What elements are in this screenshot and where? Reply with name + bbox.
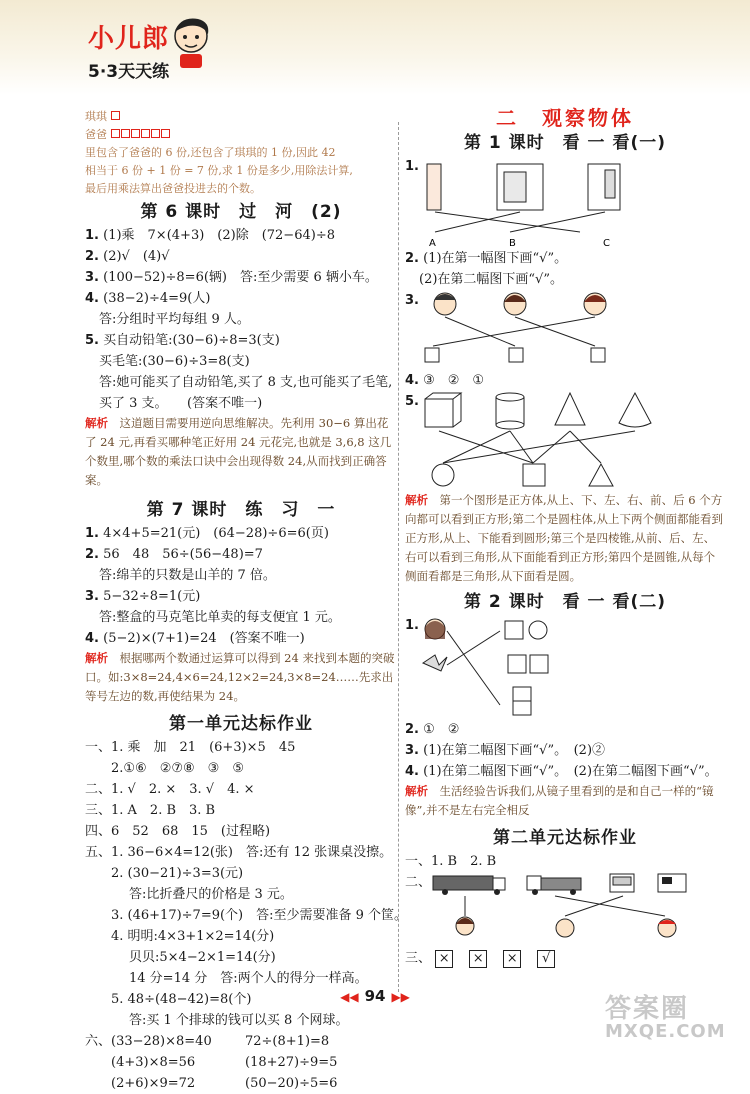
brand-logo <box>88 18 169 82</box>
answer-line: 2. (1)在第一幅图下画“√”。 <box>405 251 568 266</box>
answer-line: 4. ③ ② ① <box>405 373 485 388</box>
check-box: × <box>503 950 521 968</box>
check-box: × <box>435 950 453 968</box>
answer-line: (2+6)×9=72 (50−20)÷5=6 <box>111 1076 338 1091</box>
label-a: A <box>429 238 436 248</box>
figure-q1: 1. A B C <box>405 156 725 248</box>
answer-line: 六、(33−28)×8=40 72÷(8+1)=8 <box>85 1034 330 1049</box>
page-number: 94 <box>364 987 386 1005</box>
explanation: 解析 这道题目需要用逆向思维解决。先利用 30−6 算出花了 24 元,再看买哪种笔正好用 24 元花完,也就是 3,6,8 这几个数里,哪个数的乘法口诀中会出现得数 24,从而找到正确答案。 <box>85 416 392 487</box>
answer-line: 3. (100−52)÷8=6(辆) 答:至少需要 6 辆小车。 <box>85 270 378 285</box>
figure-q3: 3. <box>405 290 725 370</box>
answer-line: 答:分组时平均每组 9 人。 <box>99 312 250 327</box>
hint-row-1 <box>85 108 397 126</box>
check-box: √ <box>537 950 555 968</box>
prev-arrow-icon: ◀◀ <box>340 990 359 1004</box>
lesson-6-title: 第 6 课时 过 河 (2) <box>140 202 342 222</box>
lesson-2-title: 第 2 课时 看 一 看(二) <box>463 592 667 612</box>
answer-line: 四、6 52 68 15 (过程略) <box>85 824 271 839</box>
answer-line: 贝贝:5×4−2×1=14(分) <box>129 950 276 965</box>
faces-cups-diagram <box>405 290 725 370</box>
answer-line: 3. (1)在第二幅图下画“√”。 (2)② <box>405 743 606 758</box>
answer-line: 2. (2)√ (4)√ <box>85 249 170 264</box>
answer-line: 答:绵羊的只数是山羊的 7 倍。 <box>99 568 276 583</box>
unit-2-homework-title: 第二单元达标作业 <box>493 828 637 848</box>
lesson-1-title: 第 1 课时 看 一 看(一) <box>463 133 667 153</box>
answer-line: 答:她可能买了自动铅笔,买了 8 支,也可能买了毛笔, <box>99 375 393 390</box>
hint-row-2 <box>85 126 397 144</box>
label-b: B <box>509 238 516 248</box>
label-c: C <box>603 238 610 248</box>
hint-text-1: 里包含了爸爸的 6 份,还包含了琪琪的 1 份,因此 42 <box>85 146 336 159</box>
solids-diagram <box>405 391 725 487</box>
unit-2-title: 二 观察物体 <box>496 106 634 130</box>
answer-line: 3. (46+17)÷7=9(个) 答:至少需要准备 9 个筐。 <box>111 908 408 923</box>
figure-trucks: 二、 <box>405 872 725 948</box>
answer-line: 一、1. B 2. B <box>405 854 497 869</box>
watermark: 答案圈 MXQE.COM <box>605 994 726 1042</box>
unit-1-title: 第一单元达标作业 <box>169 714 313 734</box>
explanation: 解析 第一个图形是正方体,从上、下、左、右、前、后 6 个方向都可以看到正方形;第二个是圆柱体,从上下两个侧面都能看到正方形,从上、下能看到圆形;第三个是四棱锥,从前、后、左、右可以看到三角形,从下面能看到正方形;第四个是圆锥,从每个侧面看都是三角形,从下面看是圆。 <box>405 493 724 583</box>
answer-line: 二、1. √ 2. × 3. √ 4. × <box>85 782 255 797</box>
answer-line: 2.①⑥ ②⑦⑧ ③ ⑤ <box>111 761 244 776</box>
answer-line: 4. (1)在第二幅图下画“√”。 (2)在第二幅图下画“√”。 <box>405 764 718 779</box>
mascot-icon <box>168 14 214 70</box>
answer-line: 2. ① ② <box>405 722 460 737</box>
figure-q5: 5. <box>405 391 725 487</box>
answer-line: 答:比折叠尺的价格是 3 元。 <box>129 887 293 902</box>
answer-line: 4. (38−2)÷4=9(人) <box>85 291 211 306</box>
answer-line: 三、 × × × √ <box>405 948 725 969</box>
answer-line: 买毛笔:(30−6)÷3=8(支) <box>99 354 250 369</box>
figure-q2-1: 1. <box>405 615 725 719</box>
answer-line: (2)在第二幅图下画“√”。 <box>419 272 563 287</box>
hint-label-1: 琪琪 <box>85 110 107 123</box>
hint-text-2: 相当于 6 份 + 1 份 = 7 份,求 1 份是多少,用除法计算, <box>85 164 353 177</box>
answer-line: 三、1. A 2. B 3. B <box>85 803 216 818</box>
lesson-7-title: 第 7 课时 练 习 一 <box>146 500 336 520</box>
answer-line: (4+3)×8=56 (18+27)÷9=5 <box>111 1055 338 1070</box>
answer-line: 答:整盒的马克笔比单卖的每支便宜 1 元。 <box>99 610 341 625</box>
answer-line: 3. 5−32÷8=1(元) <box>85 589 201 604</box>
answer-line: 5. 48÷(48−42)=8(个) <box>111 992 252 1007</box>
right-column <box>405 108 725 969</box>
column-divider <box>398 122 399 992</box>
brand-series: 5·3天天练 <box>88 62 170 82</box>
answer-line: 2. (30−21)÷3=3(元) <box>111 866 244 881</box>
matching-diagram <box>405 156 725 248</box>
view-matching-diagram <box>405 615 725 719</box>
answer-line: 答:买 1 个排球的钱可以买 8 个网球。 <box>129 1013 349 1028</box>
answer-line: 买了 3 支。 (答案不唯一) <box>99 396 263 411</box>
bar-diagram-2 <box>111 126 171 144</box>
answer-line: 1. (1)乘 7×(4+3) (2)除 (72−64)÷8 <box>85 228 335 243</box>
answer-line: 1. 4×4+5=21(元) (64−28)÷6=6(页) <box>85 526 329 541</box>
answer-line: 五、1. 36−6×4=12(张) 答:还有 12 张课桌没擦。 <box>85 845 393 860</box>
hint-text-3: 最后用乘法算出爸爸投进去的个数。 <box>85 182 261 195</box>
next-arrow-icon: ▶▶ <box>391 990 410 1004</box>
left-column <box>85 108 408 1094</box>
explanation: 解析 生活经验告诉我们,从镜子里看到的是和自己一样的“镜像”,并不是左右完全相反 <box>405 784 714 817</box>
answer-line: 4. (5−2)×(7+1)=24 (答案不唯一) <box>85 631 305 646</box>
bar-diagram-1 <box>111 108 121 126</box>
answer-line: 2. 56 48 56÷(56−48)=7 <box>85 547 263 562</box>
brand-name: 小儿郎 <box>88 24 170 54</box>
answer-line: 4. 明明:4×3+1×2=14(分) <box>111 929 275 944</box>
answer-line: 5. 买自动铅笔:(30−6)÷8=3(支) <box>85 333 280 348</box>
check-box: × <box>469 950 487 968</box>
trucks-diagram <box>405 872 725 948</box>
hint-label-2: 爸爸 <box>85 128 107 141</box>
answer-line: 14 分=14 分 答:两个人的得分一样高。 <box>129 971 368 986</box>
explanation: 解析 根据哪两个数通过运算可以得到 24 来找到本题的突破口。如:3×8=24,4×6=24,12×2=24,3×8=24……先求出等号左边的数,再使结果为 24。 <box>85 651 395 703</box>
answer-line: 一、1. 乘 加 21 (6+3)×5 45 <box>85 740 296 755</box>
